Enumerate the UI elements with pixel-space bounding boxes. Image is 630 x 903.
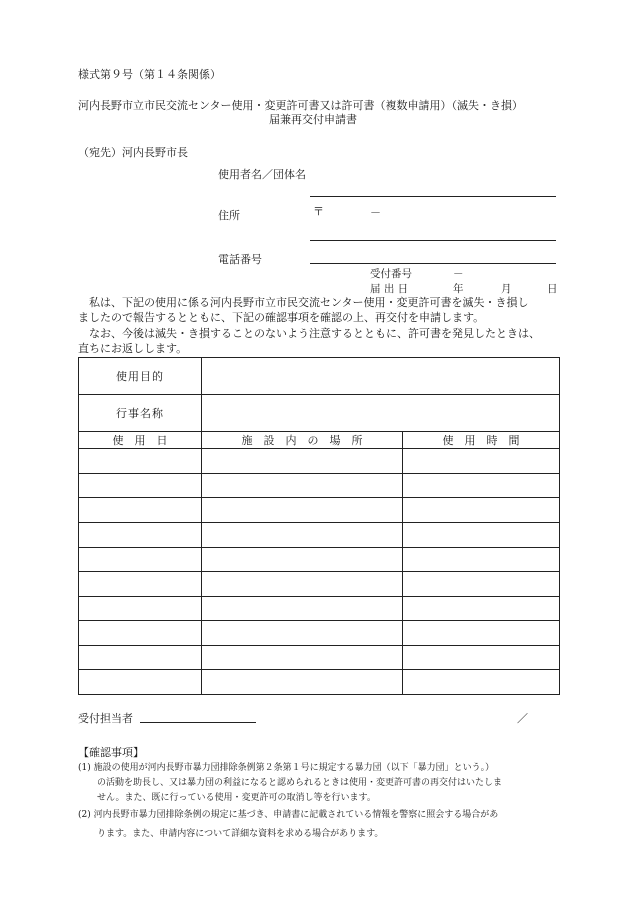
- location-cell[interactable]: [202, 645, 403, 670]
- table-row: [79, 645, 560, 670]
- receipt-number-dash: －: [453, 268, 464, 280]
- location-cell[interactable]: [202, 670, 403, 695]
- postal-mark: 〒: [313, 205, 324, 218]
- usage-date-cell[interactable]: [79, 670, 202, 695]
- staff-field[interactable]: [140, 722, 256, 723]
- usage-date-cell[interactable]: [79, 621, 202, 646]
- location-cell[interactable]: [202, 547, 403, 572]
- location-cell[interactable]: [202, 596, 403, 621]
- addressee: （宛先）河内長野市長: [78, 146, 188, 159]
- table-row: [79, 670, 560, 695]
- date-day: 日: [547, 283, 558, 295]
- phone-field[interactable]: [310, 263, 556, 264]
- usage-date-cell[interactable]: [79, 449, 202, 474]
- staff-label: 受付担当者: [78, 712, 133, 725]
- body-paragraph-1-line-2: ましたので報告するとともに、下記の確認事項を確認の上、再交付を申請します。: [78, 311, 485, 324]
- table-row: [79, 473, 560, 498]
- time-cell[interactable]: [403, 522, 560, 547]
- location-cell[interactable]: [202, 449, 403, 474]
- time-cell[interactable]: [403, 498, 560, 523]
- note-1-line-1: (1) 施設の使用が河内長野市暴力団排除条例第２条第１号に規定する暴力団（以下「暴力団」という。）: [78, 763, 495, 773]
- time-cell[interactable]: [403, 547, 560, 572]
- usage-date-cell[interactable]: [79, 498, 202, 523]
- header-usage-time: 使 用 時 間: [403, 432, 560, 449]
- note-1-line-2: の活動を助長し、又は暴力団の利益になると認められるときは使用・変更許可書の再交付はいたしま: [97, 778, 503, 788]
- staff-slash: ／: [517, 712, 528, 725]
- location-cell[interactable]: [202, 572, 403, 597]
- time-cell[interactable]: [403, 449, 560, 474]
- location-cell[interactable]: [202, 498, 403, 523]
- table-row: [79, 449, 560, 474]
- location-cell[interactable]: [202, 621, 403, 646]
- table-row: [79, 596, 560, 621]
- time-cell[interactable]: [403, 645, 560, 670]
- purpose-field[interactable]: [202, 358, 560, 395]
- note-2-line-2: ります。また、申請内容について詳細な資料を求める場合があります。: [97, 829, 384, 839]
- form-number: 様式第９号（第１４条関係）: [78, 68, 221, 81]
- submission-date-label: 届 出 日: [370, 283, 409, 295]
- applicant-name-field[interactable]: [310, 196, 556, 197]
- location-cell[interactable]: [202, 473, 403, 498]
- table-row: [79, 498, 560, 523]
- usage-date-cell[interactable]: [79, 572, 202, 597]
- note-1-line-3: せん。また、既に行っている使用・変更許可の取消し等を行います。: [97, 793, 376, 803]
- time-cell[interactable]: [403, 473, 560, 498]
- purpose-label: 使用目的: [79, 358, 202, 395]
- header-usage-date: 使 用 日: [79, 432, 202, 449]
- confirmation-heading: 【確認事項】: [78, 746, 144, 759]
- address-label: 住所: [218, 209, 240, 222]
- date-year: 年: [453, 283, 464, 295]
- table-header-row: [79, 432, 560, 449]
- usage-date-cell[interactable]: [79, 547, 202, 572]
- address-field[interactable]: [310, 240, 556, 241]
- page-title-line1: 河内長野市立市民交流センター使用・変更許可書又は許可書（複数申請用）（滅失・き損）: [78, 99, 524, 112]
- date-month: 月: [501, 283, 512, 295]
- table-row: [79, 547, 560, 572]
- receipt-number-label: 受付番号: [370, 268, 412, 280]
- table-row: [79, 395, 560, 432]
- usage-date-cell[interactable]: [79, 473, 202, 498]
- table-row: [79, 572, 560, 597]
- time-cell[interactable]: [403, 670, 560, 695]
- time-cell[interactable]: [403, 596, 560, 621]
- table-row: [79, 621, 560, 646]
- page-title-line2: 届兼再交付申請書: [269, 113, 357, 126]
- usage-table: [78, 357, 560, 695]
- body-paragraph-1-line-1: 私は、下記の使用に係る河内長野市立市民交流センター使用・変更許可書を滅失・き損し: [78, 296, 529, 309]
- header-facility-location: 施 設 内 の 場 所: [202, 432, 403, 449]
- applicant-name-label: 使用者名／団体名: [218, 168, 306, 181]
- note-2-line-1: (2) 河内長野市暴力団排除条例の規定に基づき、申請書に記載されている情報を警察に照会する場合があ: [78, 810, 499, 820]
- event-name-field[interactable]: [202, 395, 560, 432]
- body-paragraph-2-line-2: 直ちにお返しします。: [78, 342, 188, 355]
- postal-dash: －: [370, 206, 381, 219]
- usage-date-cell[interactable]: [79, 645, 202, 670]
- time-cell[interactable]: [403, 572, 560, 597]
- table-row: [79, 358, 560, 395]
- body-paragraph-2-line-1: なお、今後は滅失・き損することのないよう注意するとともに、許可書を発見したときは、: [78, 327, 540, 340]
- event-name-label: 行事名称: [79, 395, 202, 432]
- phone-label: 電話番号: [218, 253, 262, 266]
- time-cell[interactable]: [403, 621, 560, 646]
- location-cell[interactable]: [202, 522, 403, 547]
- usage-date-cell[interactable]: [79, 596, 202, 621]
- usage-date-cell[interactable]: [79, 522, 202, 547]
- table-row: [79, 522, 560, 547]
